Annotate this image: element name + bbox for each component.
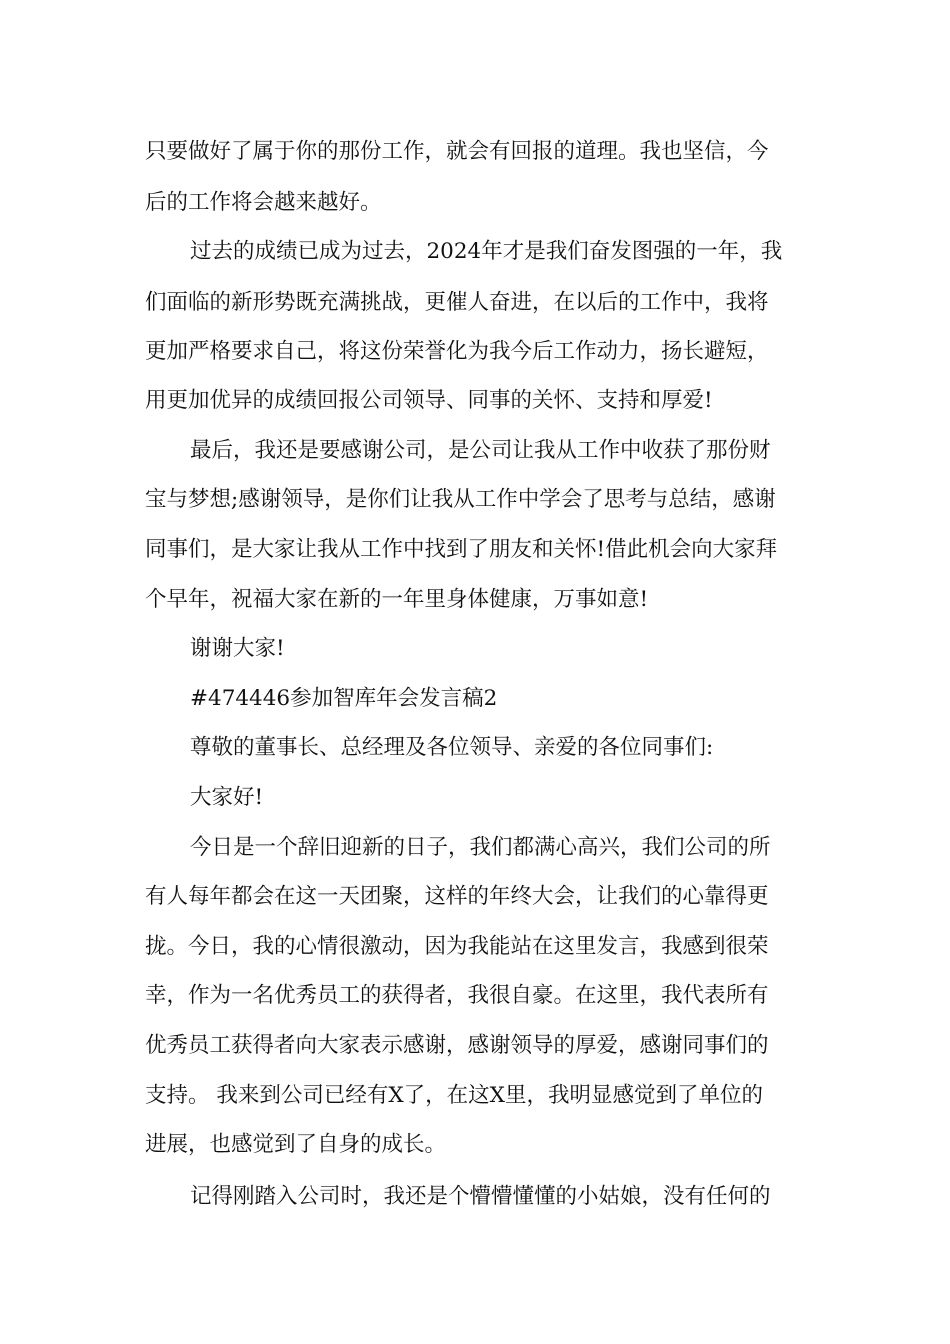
paragraph-line: 支持。 我来到公司已经有X了，在这X里，我明显感觉到了单位的 <box>145 1083 763 1108</box>
paragraph-line: 优秀员工获得者向大家表示感谢，感谢领导的厚爱，感谢同事们的 <box>145 1033 769 1058</box>
paragraph-line: 拢。今日，我的心情很激动，因为我能站在这里发言，我感到很荣 <box>145 934 769 959</box>
paragraph-line: 进展，也感觉到了自身的成长。 <box>145 1132 447 1157</box>
paragraph-line: 有人每年都会在这一天团聚，这样的年终大会，让我们的心靠得更 <box>145 884 769 909</box>
paragraph-line: 更加严格要求自己，将这份荣誉化为我今后工作动力，扬长避短， <box>145 339 769 364</box>
paragraph-line: 最后，我还是要感谢公司，是公司让我从工作中收获了那份财 <box>190 438 771 463</box>
greeting: 大家好! <box>190 785 264 810</box>
paragraph-line: 谢谢大家! <box>190 636 285 661</box>
salutation: 尊敬的董事长、总经理及各位领导、亲爱的各位同事们: <box>190 735 714 760</box>
section-heading: #474446参加智库年会发言稿2 <box>190 686 498 711</box>
paragraph-line: 宝与梦想;感谢领导，是你们让我从工作中学会了思考与总结，感谢 <box>145 487 776 512</box>
paragraph-line: 同事们，是大家让我从工作中找到了朋友和关怀!借此机会向大家拜 <box>145 537 778 562</box>
paragraph-line: 个早年，祝福大家在新的一年里身体健康，万事如意! <box>145 587 649 612</box>
paragraph-line: 后的工作将会越来越好。 <box>145 190 382 215</box>
paragraph-line: 幸，作为一名优秀员工的获得者，我很自豪。在这里，我代表所有 <box>145 983 769 1008</box>
paragraph-line: 过去的成绩已成为过去，2024年才是我们奋发图强的一年，我 <box>190 239 783 264</box>
paragraph-line: 只要做好了属于你的那份工作，就会有回报的道理。我也坚信，今 <box>145 139 769 164</box>
paragraph-line: 用更加优异的成绩回报公司领导、同事的关怀、支持和厚爱! <box>145 388 713 413</box>
paragraph-line: 今日是一个辞旧迎新的日子，我们都满心高兴，我们公司的所 <box>190 835 771 860</box>
paragraph-line: 们面临的新形势既充满挑战，更催人奋进，在以后的工作中，我将 <box>145 290 769 315</box>
paragraph-line: 记得刚踏入公司时，我还是个懵懵懂懂的小姑娘，没有任何的 <box>190 1184 771 1209</box>
